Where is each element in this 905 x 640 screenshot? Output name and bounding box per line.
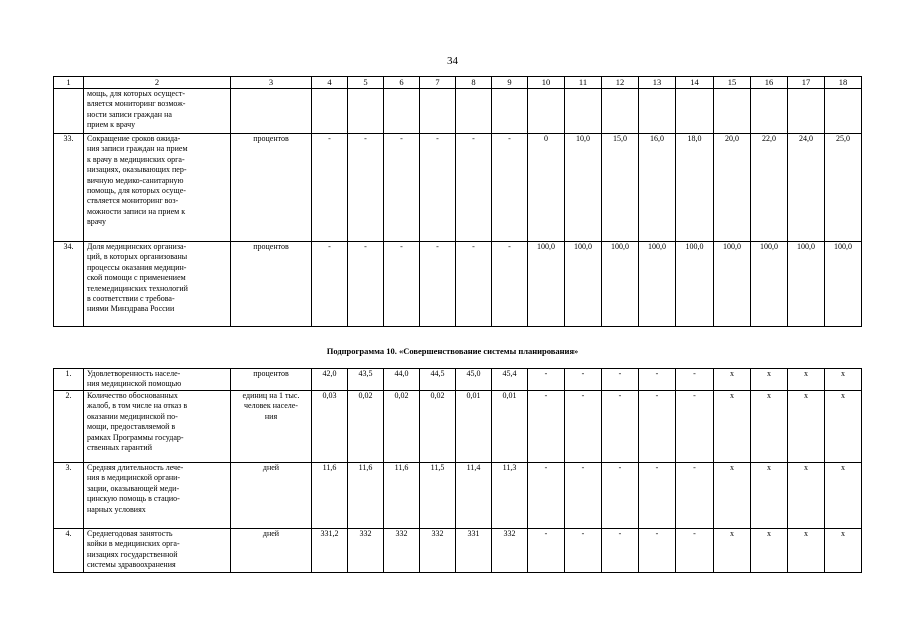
value-cell: 20,0 — [714, 134, 751, 242]
value-cell: х — [751, 391, 788, 463]
value-cell: - — [420, 242, 456, 327]
text-line: помощь, для которых осуще- — [87, 186, 186, 196]
value-cell: - — [639, 463, 676, 529]
text-line: рамках Программы государ- — [87, 432, 184, 442]
column-number-cell: 1 — [54, 77, 84, 89]
value-cell: 100,0 — [751, 242, 788, 327]
text-line: Количество обоснованных — [87, 391, 178, 400]
value-cell: 11,6 — [384, 463, 420, 529]
text-line: жалоб, в том числе на отказ в — [87, 401, 188, 411]
value-cell: х — [751, 463, 788, 529]
value-cell — [751, 89, 788, 134]
row-number: 1. — [54, 369, 84, 391]
table-row — [54, 529, 862, 573]
value-cell: - — [602, 369, 639, 391]
value-cell: х — [788, 391, 825, 463]
value-cell: 43,5 — [348, 369, 384, 391]
value-cell: 22,0 — [751, 134, 788, 242]
value-cell: - — [348, 242, 384, 327]
row-number: 2. — [54, 391, 84, 463]
row-number: 33. — [54, 134, 84, 242]
value-cell: х — [714, 391, 751, 463]
text-line: дней — [262, 463, 280, 472]
value-cell: - — [565, 463, 602, 529]
indicator-name — [84, 529, 231, 573]
table-row — [54, 369, 862, 391]
value-cell: 44,5 — [420, 369, 456, 391]
value-cell: - — [384, 134, 420, 242]
value-cell: 16,0 — [639, 134, 676, 242]
text-line: ской помощи с применением — [87, 273, 186, 283]
page-number: 34 — [447, 55, 458, 67]
value-cell — [492, 89, 528, 134]
value-cell: - — [384, 242, 420, 327]
row-number: 34. — [54, 242, 84, 327]
value-cell: х — [788, 463, 825, 529]
text-line: единиц на 1 тыс. — [242, 391, 300, 400]
value-cell: 100,0 — [788, 242, 825, 327]
text-line: ственных гарантий — [87, 443, 152, 453]
value-cell: - — [602, 391, 639, 463]
value-cell: - — [528, 369, 565, 391]
value-cell: - — [602, 529, 639, 573]
text-line: Удовлетворенность населе- — [87, 369, 181, 378]
value-cell: 332 — [384, 529, 420, 573]
text-line: процессы оказания медицин- — [87, 262, 187, 272]
unit-of-measure — [231, 134, 312, 242]
value-cell: х — [825, 529, 862, 573]
text-line: вичную медико-санитарную — [87, 175, 184, 185]
text-line: врачу — [87, 217, 107, 227]
value-cell: 100,0 — [565, 242, 602, 327]
value-cell: 0,03 — [312, 391, 348, 463]
value-cell — [565, 89, 602, 134]
text-line: ций, в которых организованы — [87, 252, 188, 262]
text-line: системы здравоохранения — [87, 560, 176, 570]
value-cell: 42,0 — [312, 369, 348, 391]
value-cell: - — [528, 529, 565, 573]
value-cell: - — [348, 134, 384, 242]
value-cell: 332 — [348, 529, 384, 573]
column-number-cell: 9 — [492, 77, 528, 89]
text-line: ния медицинской помощью — [87, 379, 182, 389]
text-line: ствляется мониторинг воз- — [87, 196, 179, 206]
value-cell: 0 — [528, 134, 565, 242]
column-number-cell: 2 — [84, 77, 231, 89]
value-cell: 0,02 — [348, 391, 384, 463]
column-number-cell: 6 — [384, 77, 420, 89]
value-cell: х — [788, 529, 825, 573]
indicator-name — [84, 369, 231, 391]
text-line: к врачу в медицинских орга- — [87, 154, 185, 164]
value-cell: 100,0 — [676, 242, 714, 327]
value-cell: 0,02 — [420, 391, 456, 463]
text-line: ния — [264, 411, 278, 421]
text-line: можности записи на прием к — [87, 206, 186, 216]
value-cell — [676, 89, 714, 134]
text-line: Средняя длительность лече- — [87, 463, 184, 472]
value-cell: х — [714, 463, 751, 529]
text-line: койки в медицинских орга- — [87, 539, 180, 549]
column-number-cell: 13 — [639, 77, 676, 89]
value-cell: х — [714, 369, 751, 391]
column-number-cell: 14 — [676, 77, 714, 89]
value-cell: 11,4 — [456, 463, 492, 529]
value-cell: х — [825, 369, 862, 391]
value-cell — [788, 89, 825, 134]
value-cell: х — [825, 391, 862, 463]
column-number-cell: 3 — [231, 77, 312, 89]
column-number-row — [54, 77, 862, 89]
subprogram-title: Подпрограмма 10. «Совершенствование системы планирования» — [326, 346, 579, 356]
text-line: дней — [262, 529, 280, 538]
indicator-name — [84, 89, 231, 134]
value-cell: - — [456, 242, 492, 327]
table-row — [54, 463, 862, 529]
value-cell: - — [639, 391, 676, 463]
value-cell: - — [602, 463, 639, 529]
table-row — [54, 242, 862, 327]
text-line: мощь, для которых осущест- — [87, 89, 186, 98]
value-cell: 45,4 — [492, 369, 528, 391]
value-cell: 25,0 — [825, 134, 862, 242]
value-cell — [639, 89, 676, 134]
indicator-name — [84, 134, 231, 242]
unit-of-measure — [231, 89, 312, 134]
column-number-cell: 18 — [825, 77, 862, 89]
value-cell: 15,0 — [602, 134, 639, 242]
value-cell: - — [528, 391, 565, 463]
text-line: цинскую помощь в стацио- — [87, 494, 180, 504]
value-cell: х — [751, 529, 788, 573]
column-number-cell: 12 — [602, 77, 639, 89]
value-cell: - — [639, 529, 676, 573]
unit-of-measure — [231, 463, 312, 529]
value-cell: 100,0 — [639, 242, 676, 327]
value-cell: - — [312, 134, 348, 242]
text-line: процентов — [253, 242, 289, 251]
text-line: прием к врачу — [87, 120, 136, 130]
value-cell: 100,0 — [714, 242, 751, 327]
table-row — [54, 134, 862, 242]
value-cell: - — [312, 242, 348, 327]
value-cell: 332 — [420, 529, 456, 573]
value-cell — [825, 89, 862, 134]
value-cell — [528, 89, 565, 134]
value-cell — [602, 89, 639, 134]
text-line: ния в медицинской органи- — [87, 473, 181, 483]
value-cell: - — [676, 369, 714, 391]
text-line: Среднегодовая занятость — [87, 529, 173, 538]
value-cell: х — [788, 369, 825, 391]
text-line: человек населе- — [244, 401, 298, 411]
column-number-cell: 10 — [528, 77, 565, 89]
value-cell: - — [565, 391, 602, 463]
value-cell: 332 — [492, 529, 528, 573]
text-line: ности записи граждан на — [87, 109, 172, 119]
value-cell: 0,01 — [492, 391, 528, 463]
value-cell: 0,02 — [384, 391, 420, 463]
value-cell: 100,0 — [602, 242, 639, 327]
text-line: вляется мониторинг возмож- — [87, 99, 186, 109]
value-cell: х — [825, 463, 862, 529]
column-number-cell: 8 — [456, 77, 492, 89]
text-line: процентов — [253, 134, 289, 143]
value-cell: - — [565, 369, 602, 391]
value-cell: - — [420, 134, 456, 242]
column-number-cell: 11 — [565, 77, 602, 89]
value-cell: 10,0 — [565, 134, 602, 242]
text-line: нарных условиях — [87, 504, 146, 514]
value-cell — [714, 89, 751, 134]
column-number-cell: 16 — [751, 77, 788, 89]
value-cell: 11,5 — [420, 463, 456, 529]
text-line: в соответствии с требова- — [87, 294, 175, 304]
value-cell: - — [492, 134, 528, 242]
value-cell: - — [565, 529, 602, 573]
unit-of-measure — [231, 529, 312, 573]
indicators-table-continued — [53, 76, 862, 327]
column-number-cell: 4 — [312, 77, 348, 89]
text-line: ния записи граждан на прием — [87, 144, 188, 154]
value-cell: 100,0 — [825, 242, 862, 327]
value-cell: 18,0 — [676, 134, 714, 242]
value-cell: 11,3 — [492, 463, 528, 529]
column-number-cell: 5 — [348, 77, 384, 89]
text-line: низациях государственной — [87, 549, 178, 559]
text-line: зации, оказывающей меди- — [87, 483, 180, 493]
value-cell: - — [639, 369, 676, 391]
value-cell — [384, 89, 420, 134]
value-cell — [456, 89, 492, 134]
column-number-cell: 17 — [788, 77, 825, 89]
value-cell — [420, 89, 456, 134]
value-cell — [312, 89, 348, 134]
text-line: Доля медицинских организа- — [87, 242, 187, 251]
column-number-cell: 7 — [420, 77, 456, 89]
text-line: ниями Минздрава России — [87, 304, 175, 314]
column-number-cell: 15 — [714, 77, 751, 89]
unit-of-measure — [231, 242, 312, 327]
value-cell: 331 — [456, 529, 492, 573]
text-line: низациях, оказывающих пер- — [87, 165, 187, 175]
value-cell: 44,0 — [384, 369, 420, 391]
indicator-name — [84, 242, 231, 327]
value-cell: 331,2 — [312, 529, 348, 573]
value-cell: 11,6 — [312, 463, 348, 529]
table-row — [54, 89, 862, 134]
text-line: телемедицинских технологий — [87, 283, 188, 293]
table-row — [54, 391, 862, 463]
value-cell: 24,0 — [788, 134, 825, 242]
value-cell: х — [751, 369, 788, 391]
row-number: 3. — [54, 463, 84, 529]
value-cell: - — [676, 463, 714, 529]
value-cell: - — [456, 134, 492, 242]
value-cell: 0,01 — [456, 391, 492, 463]
indicator-name — [84, 463, 231, 529]
value-cell: - — [676, 529, 714, 573]
row-number: 4. — [54, 529, 84, 573]
value-cell — [348, 89, 384, 134]
value-cell: - — [676, 391, 714, 463]
unit-of-measure — [231, 369, 312, 391]
row-number — [54, 89, 84, 134]
value-cell: 45,0 — [456, 369, 492, 391]
value-cell: - — [528, 463, 565, 529]
value-cell: 11,6 — [348, 463, 384, 529]
value-cell: - — [492, 242, 528, 327]
indicator-name — [84, 391, 231, 463]
subprogram-10-table — [53, 368, 862, 573]
value-cell: х — [714, 529, 751, 573]
text-line: мощи, предоставляемой в — [87, 422, 176, 432]
value-cell: 100,0 — [528, 242, 565, 327]
text-line: оказании медицинской по- — [87, 411, 178, 421]
text-line: Сокращение сроков ожида- — [87, 134, 181, 143]
text-line: процентов — [253, 369, 289, 378]
unit-of-measure — [231, 391, 312, 463]
